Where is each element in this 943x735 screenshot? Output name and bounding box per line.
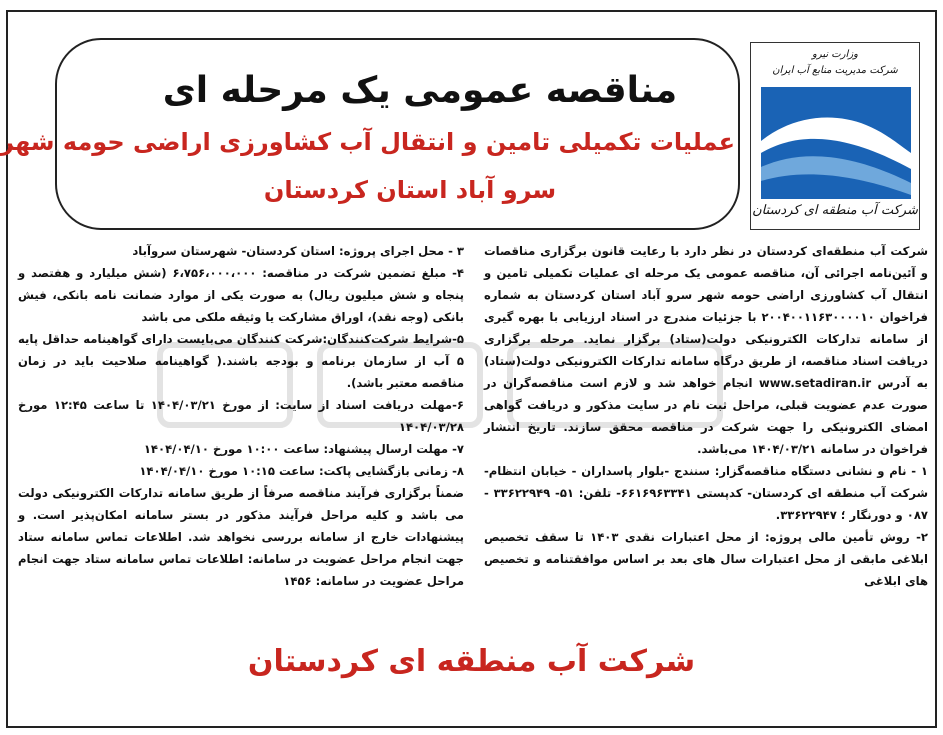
item-3-location: ۳ - محل اجرای پروژه: استان کردستان- شهرستان سروآباد [132, 244, 464, 258]
item-8-opening-time: ۸- زمانی بازگشایی پاکت: ساعت ۱۰:۱۵ مورخ ۱۴۰۴/۰۴/۱۰ [139, 464, 464, 478]
logo-company-text: شرکت مدیریت منابع آب ایران [772, 65, 898, 76]
logo-regional-company-text: شرکت آب منطقه ای کردستان [752, 203, 918, 218]
closing-note: ضمناً برگزاری فرآیند مناقصه صرفاً از طریق سامانه تدارکات الکترونیکی دولت می باشد و کلیه مراحل فرآیند مذکور در بستر سامانه امکان‌پذیر است. و پیشنهادات خارج از سامانه بررسی نخواهد شد. اطلاعات تماس سامانه ستاد جهت انجام مراحل عضویت در سامانه: اطلاعات تماس سامانه ستاد جهت انجام مراحل عضویت در سامانه: ۱۴۵۶ [18, 486, 464, 588]
logo-water-emblem-icon [761, 87, 911, 199]
company-logo [750, 42, 920, 230]
item-2-financing: ۲- روش تأمین مالی پروژه: از محل اعتبارات نقدی ۱۴۰۳ تا سقف تخصیص ابلاغی مابقی از محل اعتبارات سال های بعد بر اساس موافقتنامه و تخصیص های ابلاغی [484, 530, 928, 588]
intro-paragraph [484, 240, 928, 460]
notice-subtitle-line2: سرو آباد استان کردستان [263, 176, 557, 204]
logo-ministry-text: وزارت نیرو [811, 49, 858, 60]
notice-title: مناقصه عمومی یک مرحله ای [162, 70, 678, 111]
setadiran-link[interactable]: www.setadiran.ir [759, 376, 872, 390]
intro-text: شرکت آب منطقه‌ای کردستان در نظر دارد با رعایت قانون برگزاری مناقصات و آئین‌نامه اجرائی آن، مناقصه عمومی یک مرحله ای عملیات تکمیلی تامین و انتقال آب کشاورزی اراضی حومه شهر سرو آباد استان کردستان به شماره فراخوان ۲۰۰۴۰۰۱۱۶۳۰۰۰۰۱۰ با جزئیات مندرج در اسناد ارزیابی با بهره گیری از سامانه تدارکات الکترونیکی دولت(ستاد) برگزار نماید. مرحله برگزاری دریافت اسناد مناقصه، از طریق درگاه سامانه تدارکات الکترونیکی دولت(ستاد) به آدرس [484, 244, 928, 390]
intro-text-continued: انجام خواهد شد و لازم است مناقصه‌گران در صورت عدم عضویت قبلی، مراحل ثبت نام در سایت مذکور و دریافت گواهی امضای الکترونیکی را جهت شرکت در مناقصه محقق سازند. تاریخ انتشار فراخوان در سامانه ۱۴۰۴/۰۳/۲۱ می‌باشد. [484, 376, 928, 456]
item-6-document-deadline: ۶-مهلت دریافت اسناد از سایت: از مورخ ۱۴۰۴/۰۳/۲۱ تا ساعت ۱۲:۴۵ مورخ ۱۴۰۴/۰۳/۲۸ [18, 398, 464, 434]
item-1-address: ۱ - نام و نشانی دستگاه مناقصه‌گزار: سنندج -بلوار پاسداران - خیابان انتظام- شرکت آب منطقه ای کردستان- کدپستی ۶۶۱۶۹۶۳۳۴۱- تلفن: ۵۱- ۳۳۶۲۲۹۴۹ - ۰۸۷ و دورنگار ؛ ۳۳۶۲۲۹۴۷. [484, 464, 928, 522]
item-4-guarantee: ۴- مبلغ تضمین شرکت در مناقصه: ۶،۷۵۶،۰۰۰،۰۰۰ (شش میلیارد و هفتصد و پنجاه و شش میلیون ریال) به صورت یکی از موارد ضمانت نامه بانکی، فیش بانکی (وجه نقد)، اوراق مشارکت یا وثیقه ملکی می باشد [18, 266, 464, 324]
notice-subtitle-line1: عملیات تکمیلی تامین و انتقال آب کشاورزی اراضی حومه شهر [0, 128, 735, 156]
footer-company-name: شرکت آب منطقه ای کردستان [247, 644, 696, 679]
item-5-conditions: ۵-شرایط شرکت‌کنندگان:شرکت کنندگان می‌بایست دارای گواهینامه حداقل پایه ۵ آب از سازمان برنامه و بودجه باشند.( گواهینامه صلاحیت باید در زمان مناقصه معتبر باشد). [18, 332, 464, 390]
item-7-submission-deadline: ۷- مهلت ارسال پیشنهاد: ساعت ۱۰:۰۰ مورخ ۱۴۰۴/۰۴/۱۰ [143, 442, 464, 456]
right-text-column [484, 240, 928, 592]
left-text-column [18, 240, 464, 592]
